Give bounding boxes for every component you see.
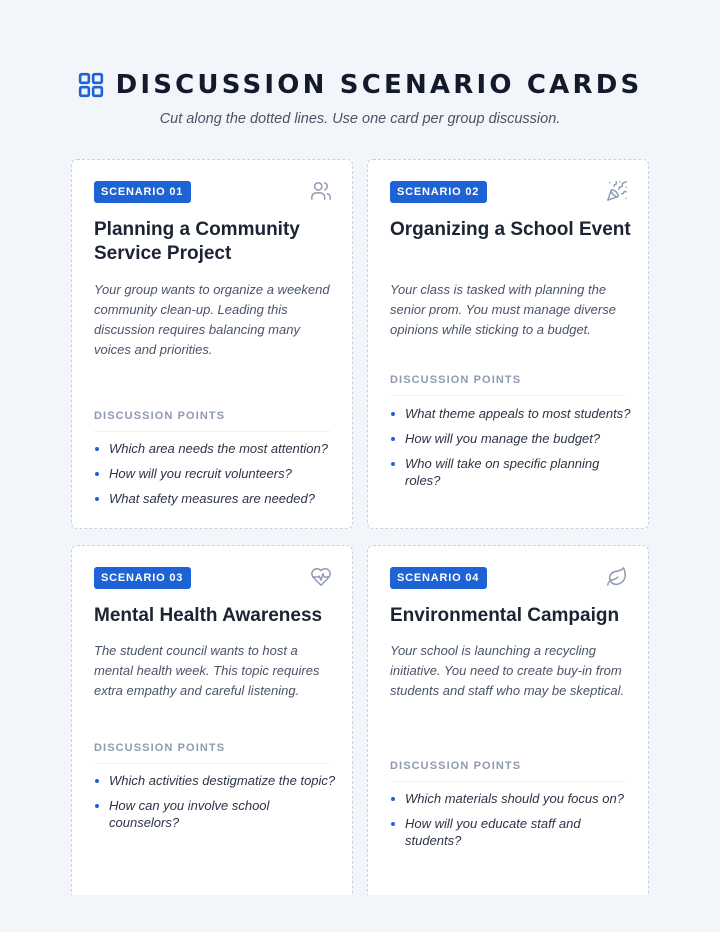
discussion-point: Which materials should you focus on? bbox=[390, 790, 635, 807]
discussion-points-label: DISCUSSION POINTS bbox=[390, 760, 626, 782]
page-title: DISCUSSION SCENARIO CARDS bbox=[115, 70, 643, 100]
discussion-point: Who will take on specific planning roles? bbox=[390, 455, 635, 489]
scenario-card bbox=[367, 159, 649, 529]
card-description: The student council wants to host a mental health week. This topic requires extra empathy and careful listening. bbox=[94, 643, 320, 698]
heart-pulse-icon bbox=[310, 566, 332, 588]
discussion-points-list bbox=[94, 440, 339, 515]
grid-icon bbox=[78, 72, 104, 98]
card-title: Organizing a School Event bbox=[390, 219, 631, 240]
card-title: Mental Health Awareness bbox=[94, 605, 323, 626]
discussion-point: How will you recruit volunteers? bbox=[94, 465, 339, 482]
discussion-point: How will you educate staff and students? bbox=[390, 815, 635, 849]
card-description: Your school is launching a recycling initiative. You need to create buy-in from students and staff who may be skeptical. bbox=[390, 643, 625, 698]
scenario-badge: SCENARIO 03 bbox=[94, 567, 191, 589]
scenario-badge: SCENARIO 04 bbox=[390, 567, 487, 589]
discussion-point: Which activities destigmatize the topic? bbox=[94, 772, 339, 789]
discussion-point: What safety measures are needed? bbox=[94, 490, 339, 507]
leaf-icon bbox=[606, 566, 628, 588]
discussion-point: What theme appeals to most students? bbox=[390, 405, 635, 422]
discussion-points-list bbox=[390, 790, 635, 857]
card-description: Your group wants to organize a weekend community clean-up. Leading this discussion requires balancing many voices and priorities. bbox=[94, 282, 330, 357]
scenario-card bbox=[71, 545, 353, 895]
card-description: Your class is tasked with planning the senior prom. You must manage diverse opinions while sticking to a budget. bbox=[390, 282, 616, 337]
scenario-badge: SCENARIO 01 bbox=[94, 181, 191, 203]
discussion-point: How will you manage the budget? bbox=[390, 430, 635, 447]
scenario-card bbox=[367, 545, 649, 895]
card-title: Environmental Campaign bbox=[390, 605, 620, 626]
discussion-points-label: DISCUSSION POINTS bbox=[390, 374, 626, 396]
card-title: Planning a Community Service Project bbox=[94, 219, 300, 264]
discussion-points-list bbox=[94, 772, 339, 839]
discussion-points-label: DISCUSSION POINTS bbox=[94, 742, 330, 764]
discussion-point: How can you involve school counselors? bbox=[94, 797, 339, 831]
discussion-point: Which area needs the most attention? bbox=[94, 440, 339, 457]
page-subtitle: Cut along the dotted lines. Use one card per group discussion. bbox=[159, 111, 561, 127]
scenario-badge: SCENARIO 02 bbox=[390, 181, 487, 203]
discussion-points-label: DISCUSSION POINTS bbox=[94, 410, 330, 432]
scenario-card bbox=[71, 159, 353, 529]
page-header bbox=[0, 70, 720, 100]
people-icon bbox=[310, 180, 332, 202]
party-popper-icon bbox=[606, 180, 628, 202]
discussion-points-list bbox=[390, 405, 635, 497]
